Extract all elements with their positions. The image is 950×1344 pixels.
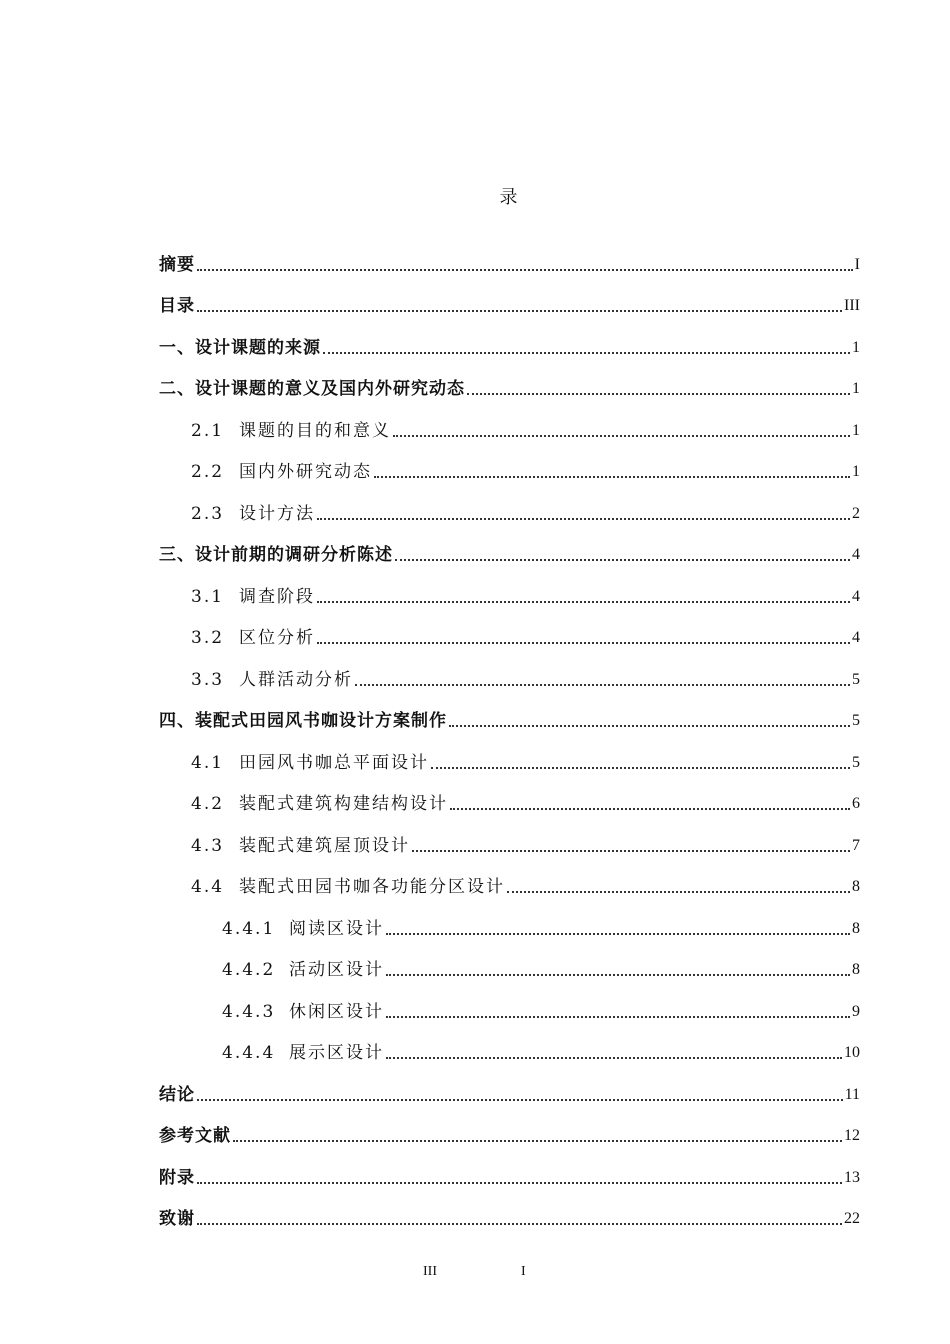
toc-entry-text: 阅读区设计 xyxy=(289,918,384,939)
toc-entry-number: 3.2 xyxy=(191,628,225,648)
toc-leader-dots xyxy=(323,352,850,354)
toc-entry-page: 12 xyxy=(844,1127,860,1144)
toc-entry-text: 田园风书咖总平面设计 xyxy=(239,752,429,773)
toc-entry-page: 5 xyxy=(852,753,860,771)
toc-entry[interactable] xyxy=(159,571,860,613)
toc-leader-dots xyxy=(317,601,850,603)
toc-entry-page: 8 xyxy=(852,919,860,937)
toc-entry-text: 课题的目的和意义 xyxy=(239,420,391,441)
toc-leader-dots xyxy=(412,850,850,852)
toc-entry-number: 4.2 xyxy=(191,794,225,814)
toc-entry-page: 5 xyxy=(852,712,860,729)
toc-entry-number: 4.4.4 xyxy=(222,1043,276,1063)
toc-leader-dots xyxy=(233,1140,842,1142)
toc-entry-number: 4.4.1 xyxy=(222,918,276,939)
toc-entry-text: 装配式建筑构建结构设计 xyxy=(239,794,448,814)
toc-entry-text: 国内外研究动态 xyxy=(239,462,372,482)
toc-entry-text: 调查阶段 xyxy=(239,586,315,607)
toc-entry[interactable] xyxy=(159,986,860,1028)
toc-entry-number: 2.3 xyxy=(191,503,225,524)
toc-entry-page: 4 xyxy=(852,587,860,605)
toc-leader-dots xyxy=(374,476,850,478)
toc-entry-page: 1 xyxy=(852,380,860,397)
toc-entry-number: 4.4 xyxy=(191,877,225,897)
toc-leader-dots xyxy=(449,725,850,727)
toc-entry-page: III xyxy=(844,297,860,314)
toc-leader-dots xyxy=(355,684,850,686)
toc-leader-dots xyxy=(431,767,850,769)
toc-entry[interactable] xyxy=(159,820,860,862)
toc-entry-text: 展示区设计 xyxy=(289,1043,384,1063)
toc-entry[interactable] xyxy=(159,696,860,738)
toc-entry-text: 设计方法 xyxy=(239,503,315,524)
toc-leader-dots xyxy=(386,974,850,976)
toc-entry-text: 目录 xyxy=(159,296,195,316)
toc-entry-page: 5 xyxy=(852,670,860,688)
toc-entry-text: 一、设计课题的来源 xyxy=(159,337,321,358)
toc-entry-number: 3.3 xyxy=(191,669,225,690)
toc-entry[interactable] xyxy=(159,364,860,406)
toc-entry-text: 活动区设计 xyxy=(289,960,384,980)
footer-page-number-left: III xyxy=(423,1264,437,1279)
toc-entry-number: 4.1 xyxy=(191,752,225,773)
toc-entry[interactable] xyxy=(159,488,860,530)
toc-leader-dots xyxy=(507,891,850,893)
toc-leader-dots xyxy=(393,435,850,437)
toc-entry-number: 4.4.2 xyxy=(222,960,276,980)
toc-leader-dots xyxy=(317,642,850,644)
toc-entry[interactable] xyxy=(159,447,860,489)
toc-entry-page: 4 xyxy=(852,629,860,646)
toc-entry-page: 8 xyxy=(852,961,860,978)
toc-leader-dots xyxy=(386,1016,850,1018)
toc-entry-number: 2.2 xyxy=(191,462,225,482)
toc-entry-page: 4 xyxy=(852,546,860,563)
toc-leader-dots xyxy=(467,393,850,395)
toc-entry[interactable] xyxy=(159,862,860,904)
toc-entry-page: 10 xyxy=(844,1044,860,1061)
toc-entry-page: 1 xyxy=(852,463,860,480)
toc-entry-page: 1 xyxy=(852,338,860,356)
toc-entry-text: 参考文献 xyxy=(159,1126,231,1146)
toc-entry[interactable] xyxy=(159,1152,860,1194)
toc-leader-dots xyxy=(395,559,850,561)
toc-entry[interactable] xyxy=(159,1028,860,1070)
toc-entry-number: 3.1 xyxy=(191,586,225,607)
toc-entry-page: I xyxy=(854,255,860,273)
toc-entry-page: 7 xyxy=(852,836,860,854)
toc-leader-dots xyxy=(386,933,850,935)
toc-entry-page: 11 xyxy=(844,1085,860,1103)
toc-leader-dots xyxy=(450,808,850,810)
toc-entry[interactable] xyxy=(159,1069,860,1111)
toc-leader-dots xyxy=(386,1057,842,1059)
toc-entry[interactable] xyxy=(159,322,860,364)
toc-entry-text: 四、装配式田园风书咖设计方案制作 xyxy=(159,711,447,731)
toc-entry[interactable] xyxy=(159,613,860,655)
toc-entry[interactable] xyxy=(159,281,860,323)
toc-entry[interactable] xyxy=(159,530,860,572)
toc-entry-text: 休闲区设计 xyxy=(289,1001,384,1022)
toc-entry-text: 结论 xyxy=(159,1084,195,1105)
toc-entry-text: 三、设计前期的调研分析陈述 xyxy=(159,545,393,565)
toc-entry-text: 附录 xyxy=(159,1167,195,1188)
toc-entry-number: 4.3 xyxy=(191,835,225,856)
toc-leader-dots xyxy=(197,1223,842,1225)
toc-entry[interactable] xyxy=(159,239,860,281)
toc-entry-text: 区位分析 xyxy=(239,628,315,648)
toc-entry[interactable] xyxy=(159,903,860,945)
toc-entry[interactable] xyxy=(159,779,860,821)
toc-entry-page: 2 xyxy=(852,504,860,522)
toc-entry-page: 8 xyxy=(852,878,860,895)
toc-leader-dots xyxy=(197,310,842,312)
toc-leader-dots xyxy=(197,269,853,271)
toc-entry-page: 6 xyxy=(852,795,860,812)
toc-entry-text: 致谢 xyxy=(159,1209,195,1229)
toc-entry-text: 人群活动分析 xyxy=(239,669,353,690)
toc-leader-dots xyxy=(197,1182,842,1184)
toc-entry-text: 摘要 xyxy=(159,254,195,275)
toc-entry[interactable] xyxy=(159,654,860,696)
toc-entry-number: 4.4.3 xyxy=(222,1001,276,1022)
toc-entry-text: 二、设计课题的意义及国内外研究动态 xyxy=(159,379,465,399)
toc-entry[interactable] xyxy=(159,1111,860,1153)
toc-entry-text: 装配式建筑屋顶设计 xyxy=(239,835,410,856)
toc-entry-page: 13 xyxy=(844,1168,860,1186)
toc-entry-page: 22 xyxy=(844,1210,860,1227)
toc-leader-dots xyxy=(197,1099,843,1101)
toc-entry-text: 装配式田园书咖各功能分区设计 xyxy=(239,877,505,897)
toc-entry-number: 2.1 xyxy=(191,420,225,441)
toc-entry[interactable] xyxy=(159,1194,860,1236)
table-of-contents xyxy=(159,239,860,1235)
footer-page-number-right: I xyxy=(521,1264,526,1279)
toc-entry[interactable] xyxy=(159,737,860,779)
toc-entry-page: 9 xyxy=(852,1002,860,1020)
toc-leader-dots xyxy=(317,518,850,520)
toc-title: 录 xyxy=(499,187,519,208)
toc-entry-page: 1 xyxy=(852,421,860,439)
toc-entry[interactable] xyxy=(159,945,860,987)
toc-entry[interactable] xyxy=(159,405,860,447)
